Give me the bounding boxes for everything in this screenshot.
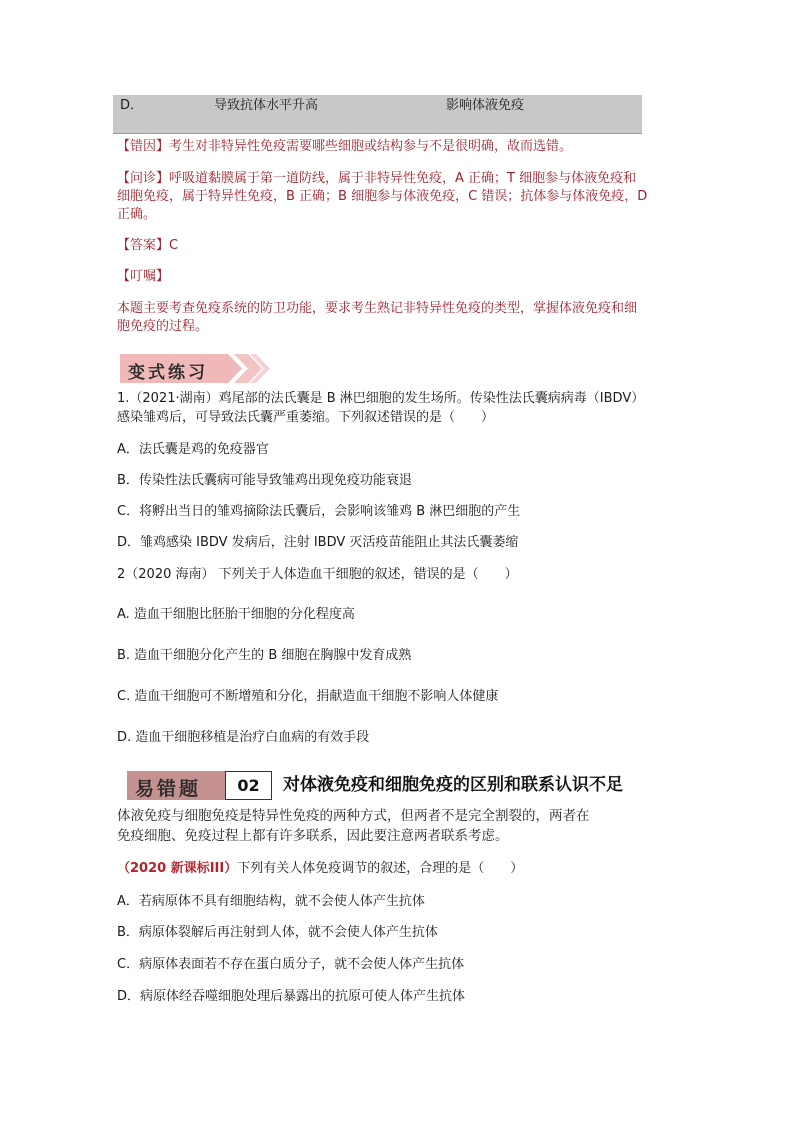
row-d-letter: D． bbox=[120, 98, 144, 113]
q2-option-b: B. 造血干细胞分化产生的 B 细胞在胸腺中发育成熟 bbox=[117, 648, 412, 663]
error-cause-label: 【错因】 bbox=[117, 139, 170, 154]
error-prone-intro-2: 免疫细胞、免疫过程上都有许多联系，因此要注意两者联系考虑。 bbox=[117, 828, 509, 844]
q3-stem-text: 下列有关人体免疫调节的叙述，合理的是（ ） bbox=[237, 861, 524, 876]
q1-option-d: D．雏鸡感染 IBDV 发病后，注射 IBDV 灭活疫苗能阻止其法氏囊萎缩 bbox=[117, 535, 519, 550]
q2-option-c: C. 造血干细胞可不断增殖和分化，捐献造血干细胞不影响人体健康 bbox=[117, 689, 499, 704]
answer bbox=[117, 237, 178, 254]
q3-option-b: B．病原体裂解后再注射到人体，就不会使人体产生抗体 bbox=[117, 925, 438, 940]
practice-banner-title: 变式练习 bbox=[128, 363, 208, 383]
reminder-line-1: 本题主要考查免疫系统的防卫功能，要求考生熟记非特异性免疫的类型，掌握体液免疫和细 bbox=[117, 301, 638, 316]
answer-value: C bbox=[169, 238, 179, 253]
error-prone-intro-1: 体液免疫与细胞免疫是特异性免疫的两种方式，但两者不是完全割裂的，两者在 bbox=[117, 808, 590, 824]
q1-option-b: B．传染性法氏囊病可能导致雏鸡出现免疫功能衰退 bbox=[117, 473, 412, 488]
row-d-col1: 导致抗体水平升高 bbox=[214, 98, 319, 113]
diagnosis-label: 【问诊】 bbox=[117, 171, 170, 186]
q1-option-a: A．法氏囊是鸡的免疫器官 bbox=[117, 442, 269, 457]
diagnosis-line-3: 正确。 bbox=[117, 207, 157, 222]
error-prone-label-box bbox=[127, 771, 227, 800]
reminder-line-2: 胞免疫的过程。 bbox=[117, 319, 209, 334]
q1-stem-line-2: 感染雏鸡后，可导致法氏囊严重萎缩。下列叙述错误的是（ ） bbox=[117, 410, 495, 425]
q3-stem bbox=[117, 860, 523, 877]
q1-stem-line-1: 1.（2021·湖南）鸡尾部的法氏囊是 B 淋巴细胞的发生场所。传染性法氏囊病病毒（IBDV） bbox=[117, 391, 645, 406]
q3-option-d: D．病原体经吞噬细胞处理后暴露出的抗原可使人体产生抗体 bbox=[117, 989, 466, 1004]
error-prone-number: 02 bbox=[225, 771, 272, 800]
practice-banner bbox=[120, 352, 270, 385]
diagnosis-line-2: 细胞免疫，属于特异性免疫，B 正确；B 细胞参与体液免疫，C 错误；抗体参与体液免疫，D bbox=[117, 189, 648, 204]
answer-label: 【答案】 bbox=[117, 238, 170, 253]
reminder-label: 【叮嘱】 bbox=[117, 269, 170, 284]
q3-option-a: A．若病原体不具有细胞结构，就不会使人体产生抗体 bbox=[117, 894, 425, 909]
diagnosis-line-1 bbox=[117, 170, 636, 187]
q2-option-d: D. 造血干细胞移植是治疗白血病的有效手段 bbox=[117, 730, 370, 745]
table-row-d bbox=[113, 95, 642, 134]
diagnosis-text-1: 呼吸道黏膜属于第一道防线，属于非特异性免疫，A 正确；T 细胞参与体液免疫和 bbox=[169, 171, 637, 186]
q3-option-c: C．病原体表面若不存在蛋白质分子，就不会使人体产生抗体 bbox=[117, 957, 465, 972]
error-prone-title: 对体液免疫和细胞免疫的区别和联系认识不足 bbox=[283, 775, 623, 795]
q1-option-c: C．将孵出当日的雏鸡摘除法氏囊后，会影响该雏鸡 B 淋巴细胞的产生 bbox=[117, 504, 521, 519]
row-d-col2: 影响体液免疫 bbox=[446, 98, 525, 113]
error-cause bbox=[117, 138, 572, 155]
q2-option-a: A. 造血干细胞比胚胎干细胞的分化程度高 bbox=[117, 607, 355, 622]
q3-source: （2020 新课标III） bbox=[117, 861, 238, 876]
error-prone-label: 易错题 bbox=[135, 778, 202, 800]
error-cause-text: 考生对非特异性免疫需要哪些细胞或结构参与不是很明确，故而选错。 bbox=[169, 139, 573, 154]
q2-stem: 2（2020 海南） 下列关于人体造血干细胞的叙述，错误的是（ ） bbox=[117, 567, 518, 582]
